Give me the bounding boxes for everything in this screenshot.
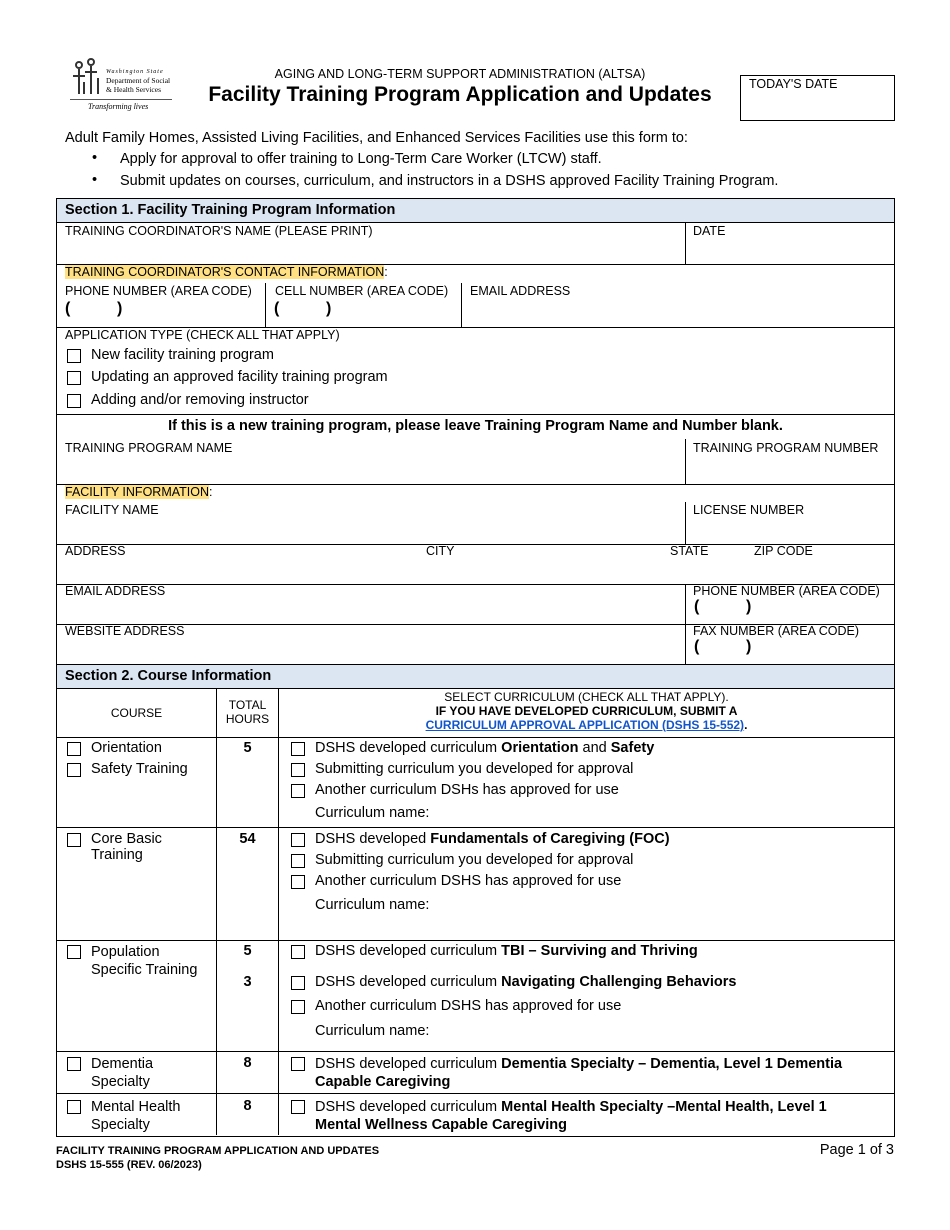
orientation-curriculum-name-field[interactable] [437,803,887,823]
footer-form-title: FACILITY TRAINING PROGRAM APPLICATION AND UPDATES [56,1145,380,1157]
course-column-header: COURSE [110,706,163,720]
zip-label: ZIP CODE [754,544,813,558]
hours-column-header: TOTAL HOURS [225,698,270,726]
email-label: EMAIL ADDRESS [470,284,571,298]
orientation-dshs-curriculum-checkbox[interactable] [291,742,305,756]
address-field[interactable] [57,544,894,584]
core-another-label: Another curriculum DSHS has approved for use [315,873,622,889]
updating-program-label: Updating an approved facility training program [91,369,388,385]
dementia-hours: 8 [243,1055,252,1071]
administration-name: AGING AND LONG-TERM SUPPORT ADMINISTRATION (ALTSA) [274,67,646,81]
safety-training-checkbox[interactable] [67,763,81,777]
orientation-submit-checkbox[interactable] [291,763,305,777]
intro-text: Adult Family Homes, Assisted Living Facilities, and Enhanced Services Facilities use this form to: [65,130,688,146]
cell-label: CELL NUMBER (AREA CODE) [275,284,449,298]
logo-state: Washington State [106,69,164,75]
challenging-behaviors-hours: 3 [243,974,252,990]
dementia-label: Dementia Specialty [91,1056,154,1090]
dshs-logo [70,58,175,116]
cell-field[interactable]: ( ) [274,300,332,317]
population-another-label: Another curriculum DSHS has approved for use [315,998,622,1014]
section-1-title: Section 1. Facility Training Program Information [65,202,396,218]
curriculum-column-header: SELECT CURRICULUM (CHECK ALL THAT APPLY). IF YOU HAVE DEVELOPED CURRICULUM, SUBMIT A CURRICULUM APPROVAL APPLICATION (DSHS 15-552). [425,690,748,732]
core-basic-hours: 54 [239,831,256,847]
bullet-text: Apply for approval to offer training to Long-Term Care Worker (LTCW) staff. [120,151,602,167]
todays-date-label: TODAY'S DATE [749,77,838,91]
city-label: CITY [426,544,455,558]
orientation-submit-label: Submitting curriculum you developed for approval [315,761,634,777]
mental-health-curriculum-label: DSHS developed curriculum Mental Health Specialty –Mental Health, Level 1 Mental Wellness Capable Caregiving [315,1099,827,1133]
program-name-label: TRAINING PROGRAM NAME [65,441,233,455]
website-field[interactable] [57,625,685,664]
date-label: DATE [693,224,726,238]
website-label: WEBSITE ADDRESS [65,624,185,638]
orientation-another-label: Another curriculum DSHs has approved for use [315,782,619,798]
phone-label: PHONE NUMBER (AREA CODE) [65,284,252,298]
challenging-behaviors-checkbox[interactable] [291,976,305,990]
population-curriculum-name-label: Curriculum name: [315,1023,430,1039]
new-program-note: If this is a new training program, please leave Training Program Name and Number blank. [168,418,783,434]
section-1-header [57,199,894,222]
new-program-label: New facility training program [91,347,274,363]
application-type-label: APPLICATION TYPE (CHECK ALL THAT APPLY) [65,328,340,342]
population-specific-label: Population Specific Training [91,944,198,978]
instructor-checkbox[interactable] [67,394,81,408]
tbi-curriculum-checkbox[interactable] [291,945,305,959]
page-title: Facility Training Program Application and Updates [208,83,712,106]
mental-health-curriculum-checkbox[interactable] [291,1100,305,1114]
orientation-checkbox[interactable] [67,742,81,756]
population-another-checkbox[interactable] [291,1000,305,1014]
core-dshs-curriculum-checkbox[interactable] [291,833,305,847]
instructor-label: Adding and/or removing instructor [91,392,309,408]
core-another-checkbox[interactable] [291,875,305,889]
logo-tagline: Transforming lives [88,102,149,111]
core-dshs-curriculum-label: DSHS developed Fundamentals of Caregiving (FOC) [315,831,670,847]
fax-label: FAX NUMBER (AREA CODE) [693,624,859,638]
bullet-dot: • [92,172,98,188]
core-basic-checkbox[interactable] [67,833,81,847]
dementia-curriculum-label: DSHS developed curriculum Dementia Specialty – Dementia, Level 1 Dementia Capable Caregiving [315,1056,843,1090]
core-submit-label: Submitting curriculum you developed for approval [315,852,634,868]
bullet-text: Submit updates on courses, curriculum, and instructors in a DSHS approved Facility Training Program. [120,173,779,189]
coordinator-name-label: TRAINING COORDINATOR'S NAME (PLEASE PRINT) [65,224,373,238]
section-2-title: Section 2. Course Information [65,668,272,684]
core-curriculum-name-label: Curriculum name: [315,897,430,913]
program-number-label: TRAINING PROGRAM NUMBER [693,441,879,455]
facility-phone-field[interactable]: ( ) [694,598,752,615]
phone-field[interactable]: ( ) [65,300,123,317]
mental-health-checkbox[interactable] [67,1100,81,1114]
page-number: Page 1 of 3 [819,1142,894,1158]
fax-field[interactable]: ( ) [694,638,752,655]
date-field[interactable] [686,223,894,263]
facility-email-label: EMAIL ADDRESS [65,584,166,598]
facility-email-field[interactable] [57,585,685,624]
updating-program-checkbox[interactable] [67,371,81,385]
dementia-checkbox[interactable] [67,1057,81,1071]
license-number-field[interactable] [686,502,894,544]
dementia-curriculum-checkbox[interactable] [291,1057,305,1071]
population-curriculum-name-field[interactable] [437,1021,887,1041]
population-specific-checkbox[interactable] [67,945,81,959]
application-form [56,198,895,1137]
tbi-hours: 5 [243,943,252,959]
coordinator-contact-heading: TRAINING COORDINATOR'S CONTACT INFORMATION: [65,265,388,279]
facility-phone-label: PHONE NUMBER (AREA CODE) [693,584,880,598]
orientation-label: Orientation [91,740,162,756]
orientation-dshs-curriculum-label: DSHS developed curriculum Orientation and Safety [315,740,655,756]
orientation-hours: 5 [243,740,252,756]
footer-form-number: DSHS 15-555 (REV. 06/2023) [56,1159,202,1171]
program-number-field[interactable] [686,439,894,484]
facility-info-heading: FACILITY INFORMATION: [65,485,213,499]
license-number-label: LICENSE NUMBER [693,503,805,517]
challenging-behaviors-label: DSHS developed curriculum Navigating Challenging Behaviors [315,974,737,990]
core-curriculum-name-field[interactable] [437,895,887,915]
address-label: ADDRESS [65,544,126,558]
program-name-field[interactable] [57,439,685,484]
logo-dept: Department of Social [106,76,171,85]
tbi-curriculum-label: DSHS developed curriculum TBI – Surviving and Thriving [315,943,698,959]
bullet-dot: • [92,150,98,166]
orientation-another-checkbox[interactable] [291,784,305,798]
section-2-header [57,665,894,688]
dshs-figures-icon [70,58,104,98]
facility-name-field[interactable] [57,502,685,544]
core-basic-label: Core Basic Training [91,831,162,863]
safety-training-label: Safety Training [91,761,188,777]
new-program-checkbox[interactable] [67,349,81,363]
state-label: STATE [670,544,709,558]
orientation-curriculum-name-label: Curriculum name: [315,805,430,821]
curriculum-approval-link[interactable]: CURRICULUM APPROVAL APPLICATION (DSHS 15-552) [425,718,745,732]
email-field[interactable] [462,283,894,326]
todays-date-field[interactable] [740,75,895,121]
core-submit-checkbox[interactable] [291,854,305,868]
coordinator-name-field[interactable] [57,223,685,263]
mental-health-label: Mental Health Specialty [91,1099,181,1133]
mental-health-hours: 8 [243,1098,252,1114]
logo-dept-2: & Health Services [106,85,161,94]
facility-name-label: FACILITY NAME [65,503,159,517]
